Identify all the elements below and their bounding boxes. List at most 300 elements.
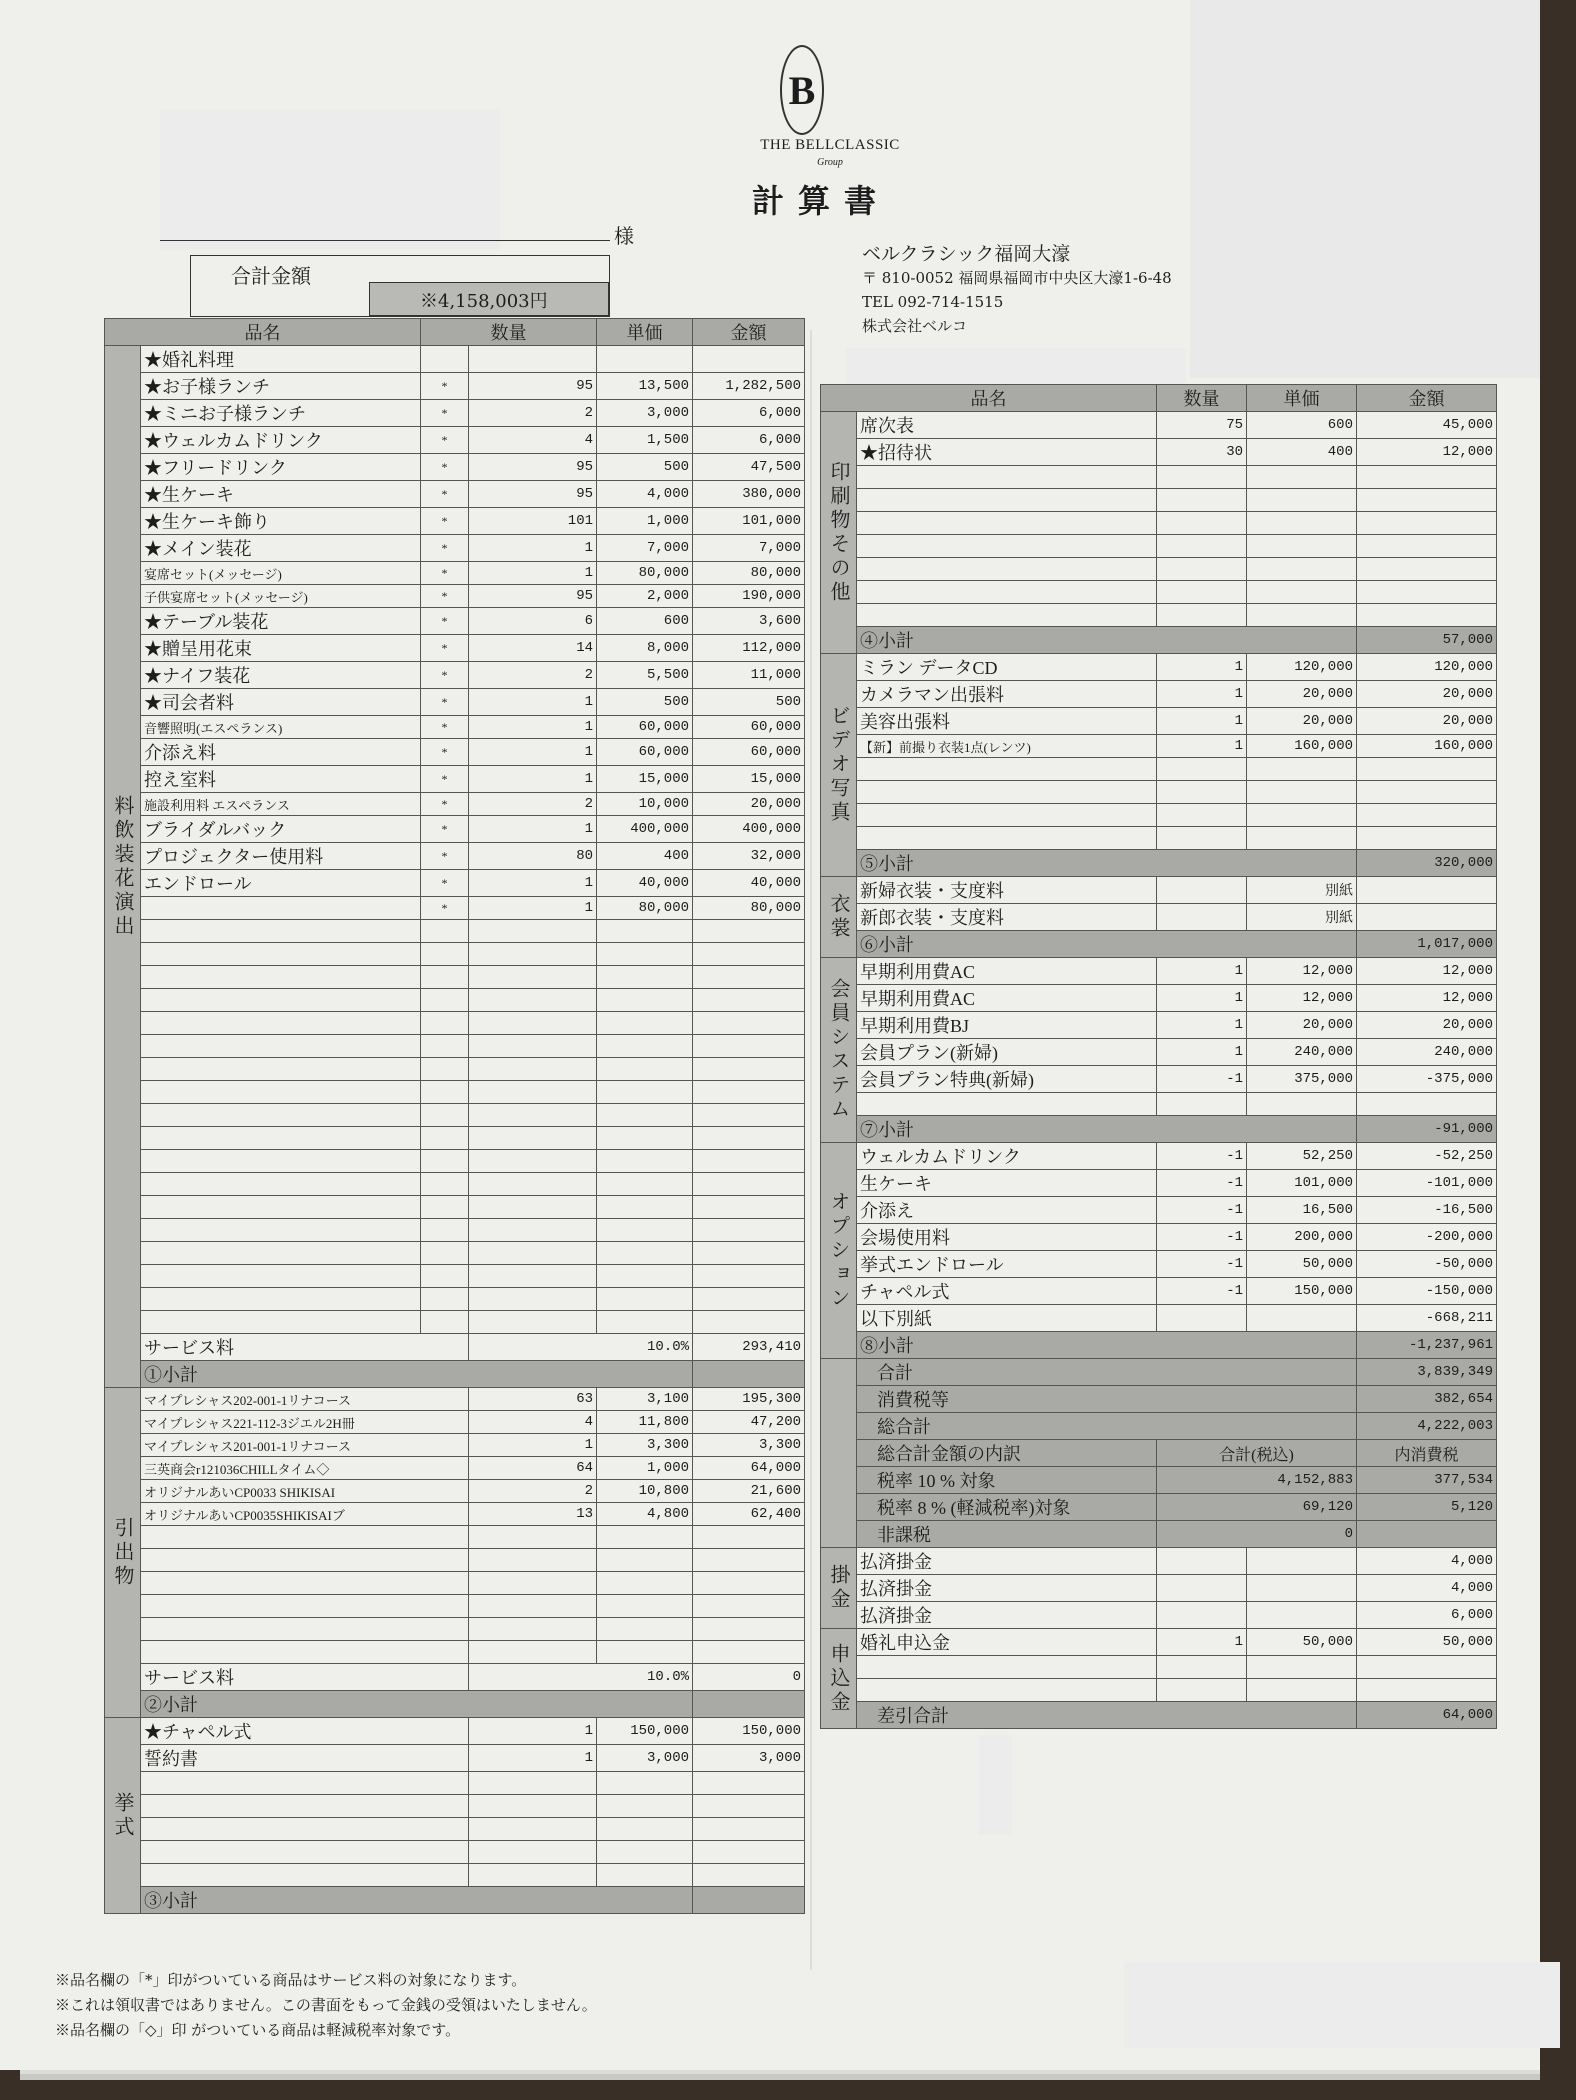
- item-amount: [1357, 804, 1497, 827]
- item-amount: 6,000: [1357, 1602, 1497, 1629]
- company-tel: TEL 092-714-1515: [862, 293, 1004, 311]
- item-name: [141, 1864, 469, 1887]
- item-quantity: 1: [469, 1718, 597, 1745]
- item-name: [857, 512, 1157, 535]
- item-amount: [1357, 604, 1497, 627]
- left-items-table: [104, 318, 805, 1914]
- item-amount: 21,600: [693, 1480, 805, 1503]
- table-row: [821, 1143, 1497, 1170]
- table-row: [105, 739, 805, 766]
- item-quantity: 1: [1157, 735, 1247, 758]
- table-row: [821, 654, 1497, 681]
- item-unit-price: [597, 1818, 693, 1841]
- item-quantity: 64: [469, 1457, 597, 1480]
- item-quantity: 1: [469, 766, 597, 793]
- item-amount: 7,000: [693, 535, 805, 562]
- table-row: [821, 1066, 1497, 1093]
- item-name: [857, 1093, 1157, 1116]
- table-row: [105, 793, 805, 816]
- service-mark: [421, 1081, 469, 1104]
- item-amount: -200,000: [1357, 1224, 1497, 1251]
- item-name: 控え室料: [141, 766, 421, 793]
- item-quantity: [469, 1526, 597, 1549]
- subtotal-label: ④小計: [857, 627, 1357, 654]
- item-quantity: 63: [469, 1388, 597, 1411]
- item-quantity: [469, 1772, 597, 1795]
- item-quantity: [469, 1242, 597, 1265]
- summary-total-incl-tax: 0: [1157, 1521, 1357, 1548]
- item-name: [141, 1795, 469, 1818]
- item-amount: [1357, 512, 1497, 535]
- item-name: [141, 1772, 469, 1795]
- summary-total-incl-tax: 合計(税込): [1157, 1440, 1357, 1467]
- table-row: [105, 1127, 805, 1150]
- item-unit-price: [597, 1772, 693, 1795]
- table-row: [821, 439, 1497, 466]
- table-row: [821, 758, 1497, 781]
- item-amount: [693, 1572, 805, 1595]
- service-mark: [421, 1173, 469, 1196]
- item-unit-price: 50,000: [1247, 1251, 1357, 1278]
- item-name: ★テーブル装花: [141, 608, 421, 635]
- item-unit-price: 4,800: [597, 1503, 693, 1526]
- item-unit-price: [597, 1526, 693, 1549]
- item-quantity: [469, 920, 597, 943]
- total-amount-label: 合計金額: [231, 264, 311, 288]
- note-line: ※品名欄の「*」印がついている商品はサービス料の対象になります。: [55, 1971, 527, 1989]
- summary-label: 非課税: [857, 1521, 1157, 1548]
- item-unit-price: 12,000: [1247, 958, 1357, 985]
- service-rate: 10.0%: [469, 1334, 693, 1361]
- table-row: [105, 1081, 805, 1104]
- service-mark: *: [421, 793, 469, 816]
- item-name: [141, 1081, 421, 1104]
- item-unit-price: [1247, 581, 1357, 604]
- summary-label: 消費税等: [857, 1386, 1357, 1413]
- table-row: [821, 1251, 1497, 1278]
- total-amount-box: [190, 255, 610, 317]
- item-name: [141, 966, 421, 989]
- item-quantity: 95: [469, 585, 597, 608]
- item-quantity: [469, 1265, 597, 1288]
- header-item-name: 品名: [105, 319, 421, 346]
- item-name: ★ナイフ装花: [141, 662, 421, 689]
- service-mark: [421, 1196, 469, 1219]
- item-name: [141, 1311, 421, 1334]
- item-unit-price: 500: [597, 454, 693, 481]
- item-amount: 4,000: [1357, 1575, 1497, 1602]
- item-unit-price: [1247, 512, 1357, 535]
- left-table-header: [105, 319, 805, 346]
- logo-text: THE BELLCLASSIC: [760, 137, 900, 153]
- right-table-header: [821, 385, 1497, 412]
- item-name: 美容出張料: [857, 708, 1157, 735]
- item-unit-price: 400,000: [597, 816, 693, 843]
- table-row: [105, 716, 805, 739]
- catering-section: [105, 346, 805, 1388]
- item-quantity: 101: [469, 508, 597, 535]
- item-amount: 64,000: [693, 1457, 805, 1480]
- service-amount: 293,410: [693, 1334, 805, 1361]
- item-quantity: 1: [1157, 1039, 1247, 1066]
- item-name: ★お子様ランチ: [141, 373, 421, 400]
- item-unit-price: [597, 1795, 693, 1818]
- item-amount: [1357, 1093, 1497, 1116]
- item-amount: 6,000: [693, 400, 805, 427]
- item-amount: [693, 1288, 805, 1311]
- table-row: [105, 1150, 805, 1173]
- item-amount: [1357, 758, 1497, 781]
- item-name: [857, 827, 1157, 850]
- item-unit-price: 別紙: [1247, 877, 1357, 904]
- table-row: [821, 604, 1497, 627]
- table-row: [105, 585, 805, 608]
- item-unit-price: 200,000: [1247, 1224, 1357, 1251]
- item-unit-price: [597, 1150, 693, 1173]
- item-amount: [693, 1641, 805, 1664]
- subtotal-row: [105, 1361, 805, 1388]
- item-quantity: 2: [469, 662, 597, 689]
- item-amount: [1357, 827, 1497, 850]
- summary-row: [821, 1413, 1497, 1440]
- section-label: 挙式: [105, 1718, 141, 1914]
- item-quantity: 1: [469, 1434, 597, 1457]
- header-quantity: 数量: [421, 319, 597, 346]
- table-row: [105, 1841, 805, 1864]
- item-name: [141, 1618, 469, 1641]
- company-info: [862, 242, 1172, 338]
- item-unit-price: 1,500: [597, 427, 693, 454]
- item-quantity: [1157, 781, 1247, 804]
- service-mark: *: [421, 608, 469, 635]
- item-quantity: [1157, 1602, 1247, 1629]
- service-mark: *: [421, 843, 469, 870]
- item-quantity: 2: [469, 1480, 597, 1503]
- item-name: ★ミニお子様ランチ: [141, 400, 421, 427]
- item-quantity: [1157, 558, 1247, 581]
- item-unit-price: 10,000: [597, 793, 693, 816]
- item-name: ★招待状: [857, 439, 1157, 466]
- service-mark: [421, 1150, 469, 1173]
- table-row: [105, 454, 805, 481]
- subtotal-label: ③小計: [141, 1887, 693, 1914]
- item-unit-price: [597, 1549, 693, 1572]
- item-quantity: 1: [469, 562, 597, 585]
- service-mark: [421, 1311, 469, 1334]
- item-name: マイプレシャス202-001-1リナコース: [141, 1388, 469, 1411]
- item-amount: [1357, 1656, 1497, 1679]
- redacted-area: [978, 1735, 1012, 1835]
- item-name: [857, 466, 1157, 489]
- footer-notes: [55, 1968, 597, 2043]
- service-mark: *: [421, 635, 469, 662]
- service-mark: *: [421, 816, 469, 843]
- section-label: 掛金: [821, 1548, 857, 1629]
- item-amount: 150,000: [693, 1718, 805, 1745]
- item-quantity: [1157, 604, 1247, 627]
- item-quantity: [469, 1127, 597, 1150]
- table-row: [105, 1480, 805, 1503]
- item-quantity: [469, 1219, 597, 1242]
- item-quantity: 1: [469, 870, 597, 897]
- item-unit-price: [597, 1219, 693, 1242]
- item-amount: 101,000: [693, 508, 805, 535]
- item-quantity: [1157, 804, 1247, 827]
- table-row: [105, 1595, 805, 1618]
- service-mark: *: [421, 373, 469, 400]
- item-unit-price: [1247, 1305, 1357, 1332]
- table-row: [821, 958, 1497, 985]
- item-quantity: -1: [1157, 1251, 1247, 1278]
- item-amount: [693, 1035, 805, 1058]
- item-quantity: [469, 989, 597, 1012]
- section-label: 会員システム: [821, 958, 857, 1143]
- item-name: 施設利用料 エスペランス: [141, 793, 421, 816]
- item-quantity: [469, 1081, 597, 1104]
- service-mark: *: [421, 662, 469, 689]
- item-name: 払済掛金: [857, 1548, 1157, 1575]
- table-row: [821, 466, 1497, 489]
- member-section: [821, 958, 1497, 1143]
- item-unit-price: [597, 1058, 693, 1081]
- item-quantity: 95: [469, 481, 597, 508]
- service-mark: *: [421, 481, 469, 508]
- table-row: [105, 1311, 805, 1334]
- item-unit-price: [597, 920, 693, 943]
- item-amount: [693, 943, 805, 966]
- item-amount: [693, 1864, 805, 1887]
- item-unit-price: 600: [597, 608, 693, 635]
- subtotal-row: [105, 1691, 805, 1718]
- item-name: ウェルカムドリンク: [857, 1143, 1157, 1170]
- service-mark: [421, 1058, 469, 1081]
- item-amount: [693, 1772, 805, 1795]
- table-row: [105, 1035, 805, 1058]
- service-mark: [421, 989, 469, 1012]
- gifts-section: [105, 1388, 805, 1718]
- item-amount: [1357, 489, 1497, 512]
- item-quantity: 1: [469, 816, 597, 843]
- item-quantity: 1: [1157, 1012, 1247, 1039]
- item-amount: 4,000: [1357, 1548, 1497, 1575]
- item-amount: 3,000: [693, 1745, 805, 1772]
- item-name: [141, 1242, 421, 1265]
- service-mark: *: [421, 535, 469, 562]
- summary-row: [821, 1467, 1497, 1494]
- subtotal-label: ⑦小計: [857, 1116, 1357, 1143]
- item-quantity: [469, 1549, 597, 1572]
- summary-label: 合計: [857, 1359, 1357, 1386]
- item-amount: 195,300: [693, 1388, 805, 1411]
- item-name: 会員プラン特典(新婦): [857, 1066, 1157, 1093]
- item-name: [857, 781, 1157, 804]
- item-quantity: [1157, 535, 1247, 558]
- service-mark: *: [421, 689, 469, 716]
- item-amount: [1357, 558, 1497, 581]
- item-amount: 20,000: [693, 793, 805, 816]
- summary-label: 総合計: [857, 1413, 1357, 1440]
- item-unit-price: 4,000: [597, 481, 693, 508]
- item-name: [141, 1035, 421, 1058]
- table-row: [821, 985, 1497, 1012]
- table-row: [105, 989, 805, 1012]
- table-row: [105, 481, 805, 508]
- subtotal-amount: 320,000: [1357, 850, 1497, 877]
- item-amount: 3,300: [693, 1434, 805, 1457]
- item-amount: 112,000: [693, 635, 805, 662]
- item-name: [141, 1526, 469, 1549]
- item-name: ミラン データCD: [857, 654, 1157, 681]
- service-amount: 0: [693, 1664, 805, 1691]
- table-row: [105, 346, 805, 373]
- item-unit-price: 600: [1247, 412, 1357, 439]
- service-mark: *: [421, 562, 469, 585]
- item-unit-price: 101,000: [1247, 1170, 1357, 1197]
- item-quantity: [469, 1058, 597, 1081]
- item-unit-price: 16,500: [1247, 1197, 1357, 1224]
- subtotal-label: ⑥小計: [857, 931, 1357, 958]
- item-quantity: [1157, 1679, 1247, 1702]
- item-quantity: 75: [1157, 412, 1247, 439]
- table-row: [105, 535, 805, 562]
- item-unit-price: [597, 1035, 693, 1058]
- item-name: ★婚礼料理: [141, 346, 421, 373]
- table-row: [105, 1219, 805, 1242]
- item-amount: -150,000: [1357, 1278, 1497, 1305]
- summary-row: [821, 1494, 1497, 1521]
- service-row: [105, 1334, 805, 1361]
- item-name: [141, 1549, 469, 1572]
- item-quantity: [469, 1173, 597, 1196]
- table-row: [821, 1548, 1497, 1575]
- table-row: [105, 1572, 805, 1595]
- table-row: [105, 1104, 805, 1127]
- company-address: 〒 810-0052 福岡県福岡市中央区大濠1-6-48: [862, 269, 1172, 287]
- item-name: [141, 920, 421, 943]
- item-amount: [693, 1311, 805, 1334]
- table-row: [821, 804, 1497, 827]
- item-unit-price: 240,000: [1247, 1039, 1357, 1066]
- service-mark: [421, 920, 469, 943]
- item-name: マイプレシャス221-112-3ジエル2H冊: [141, 1411, 469, 1434]
- item-name: [857, 535, 1157, 558]
- item-name: [141, 1012, 421, 1035]
- item-name: 早期利用費BJ: [857, 1012, 1157, 1039]
- item-unit-price: 13,500: [597, 373, 693, 400]
- item-quantity: 6: [469, 608, 597, 635]
- item-amount: 20,000: [1357, 681, 1497, 708]
- item-unit-price: 120,000: [1247, 654, 1357, 681]
- item-unit-price: [1247, 558, 1357, 581]
- note-line: ※これは領収書ではありません。この書面をもって金銭の受領はいたしません。: [55, 1996, 597, 2014]
- item-amount: [693, 1196, 805, 1219]
- service-mark: [421, 1265, 469, 1288]
- service-mark: *: [421, 739, 469, 766]
- item-quantity: 1: [1157, 958, 1247, 985]
- service-mark: [421, 1219, 469, 1242]
- summary-label: 総合計金額の内訳: [857, 1440, 1157, 1467]
- summary-value: 5,120: [1357, 1494, 1497, 1521]
- table-row: [105, 1772, 805, 1795]
- subtotal-spacer: [693, 1691, 805, 1718]
- item-unit-price: 150,000: [597, 1718, 693, 1745]
- item-quantity: [469, 1818, 597, 1841]
- item-name: [141, 1150, 421, 1173]
- item-quantity: 30: [1157, 439, 1247, 466]
- item-amount: 3,600: [693, 608, 805, 635]
- item-quantity: [469, 1795, 597, 1818]
- item-quantity: [1157, 1548, 1247, 1575]
- item-amount: 47,200: [693, 1411, 805, 1434]
- service-mark: [421, 1035, 469, 1058]
- item-name: [857, 758, 1157, 781]
- total-amount-value: ※4,158,003円: [369, 282, 609, 316]
- summary-row: [821, 1521, 1497, 1548]
- item-amount: 1,282,500: [693, 373, 805, 400]
- balance-row: [821, 1702, 1497, 1729]
- subtotal-spacer: [693, 1887, 805, 1914]
- item-unit-price: [1247, 1548, 1357, 1575]
- item-name: 誓約書: [141, 1745, 469, 1772]
- table-row: [105, 1526, 805, 1549]
- item-amount: [693, 1104, 805, 1127]
- item-unit-price: 3,000: [597, 1745, 693, 1772]
- item-quantity: [1157, 512, 1247, 535]
- item-amount: 47,500: [693, 454, 805, 481]
- item-name: 介添え: [857, 1197, 1157, 1224]
- item-unit-price: [597, 1081, 693, 1104]
- item-name: ★贈呈用花束: [141, 635, 421, 662]
- item-quantity: 1: [1157, 654, 1247, 681]
- item-quantity: 1: [469, 897, 597, 920]
- table-row: [821, 1039, 1497, 1066]
- item-amount: [693, 1818, 805, 1841]
- item-quantity: [469, 1641, 597, 1664]
- table-row: [105, 1288, 805, 1311]
- item-quantity: [469, 1864, 597, 1887]
- item-amount: [693, 1058, 805, 1081]
- header-item-name: 品名: [821, 385, 1157, 412]
- summary-row: [821, 1386, 1497, 1413]
- table-row: [821, 412, 1497, 439]
- item-unit-price: 375,000: [1247, 1066, 1357, 1093]
- service-mark: *: [421, 585, 469, 608]
- item-unit-price: 3,000: [597, 400, 693, 427]
- table-row: [105, 1745, 805, 1772]
- item-name: ★フリードリンク: [141, 454, 421, 481]
- item-name: [857, 558, 1157, 581]
- item-name: [141, 943, 421, 966]
- item-name: チャペル式: [857, 1278, 1157, 1305]
- item-unit-price: 7,000: [597, 535, 693, 562]
- item-unit-price: 160,000: [1247, 735, 1357, 758]
- header-amount: 金額: [1357, 385, 1497, 412]
- item-unit-price: [1247, 1575, 1357, 1602]
- item-amount: [693, 1173, 805, 1196]
- table-row: [105, 1242, 805, 1265]
- table-row: [105, 689, 805, 716]
- subtotal-label: ①小計: [141, 1361, 693, 1388]
- item-amount: [693, 989, 805, 1012]
- table-row: [821, 1197, 1497, 1224]
- item-quantity: 1: [469, 535, 597, 562]
- item-unit-price: 1,000: [597, 508, 693, 535]
- table-row: [105, 400, 805, 427]
- item-name: 新婦衣装・支度料: [857, 877, 1157, 904]
- item-amount: 32,000: [693, 843, 805, 870]
- item-amount: [693, 1219, 805, 1242]
- balance-amount: 64,000: [1357, 1702, 1497, 1729]
